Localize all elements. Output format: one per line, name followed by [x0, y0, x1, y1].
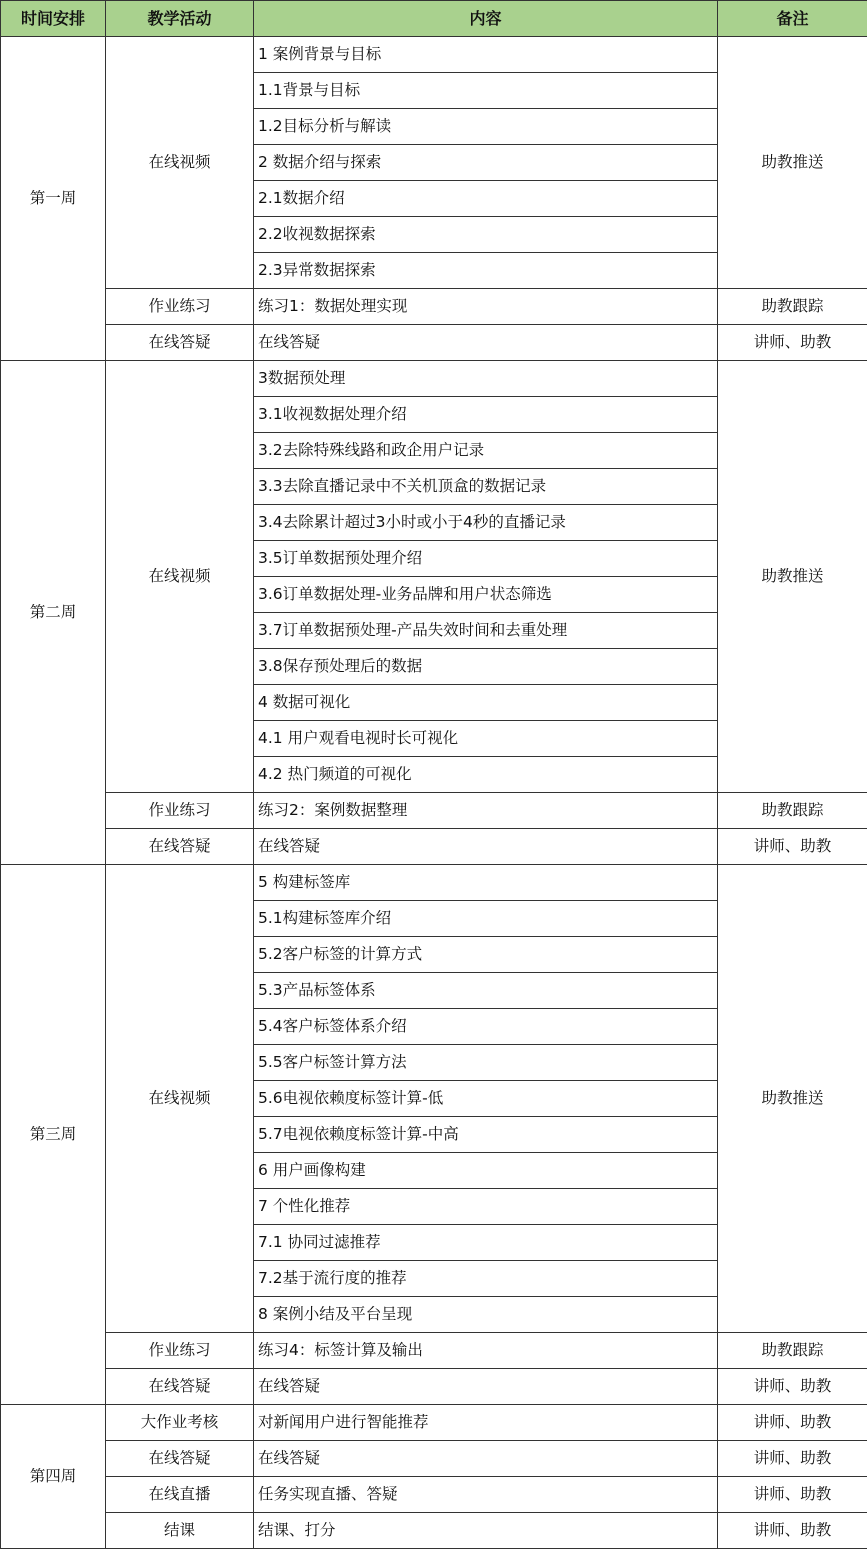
table-row	[1, 829, 867, 865]
content-cell: 5.5客户标签计算方法	[254, 1045, 718, 1081]
content-cell: 5.7电视依赖度标签计算-中高	[254, 1117, 718, 1153]
content-cell: 5.6电视依赖度标签计算-低	[254, 1081, 718, 1117]
content-cell: 2.2收视数据探索	[254, 217, 718, 253]
note-cell: 讲师、助教	[718, 1513, 867, 1549]
activity-cell: 结课	[106, 1513, 254, 1549]
content-cell: 7 个性化推荐	[254, 1189, 718, 1225]
content-cell: 3.4去除累计超过3小时或小于4秒的直播记录	[254, 505, 718, 541]
activity-cell: 大作业考核	[106, 1405, 254, 1441]
content-cell: 3.3去除直播记录中不关机顶盒的数据记录	[254, 469, 718, 505]
content-cell: 5.4客户标签体系介绍	[254, 1009, 718, 1045]
content-cell: 3.5订单数据预处理介绍	[254, 541, 718, 577]
note-cell: 讲师、助教	[718, 1369, 867, 1405]
content-cell: 练习2：案例数据整理	[254, 793, 718, 829]
activity-cell: 在线直播	[106, 1477, 254, 1513]
note-cell: 助教跟踪	[718, 289, 867, 325]
note-cell: 助教跟踪	[718, 793, 867, 829]
activity-cell: 在线答疑	[106, 1441, 254, 1477]
header-time: 时间安排	[1, 1, 106, 37]
content-cell: 7.1 协同过滤推荐	[254, 1225, 718, 1261]
note-cell: 讲师、助教	[718, 1477, 867, 1513]
activity-cell: 在线视频	[106, 37, 254, 289]
activity-cell: 在线视频	[106, 865, 254, 1333]
schedule-body	[1, 37, 867, 1549]
table-row	[1, 1441, 867, 1477]
activity-cell: 作业练习	[106, 289, 254, 325]
content-cell: 2 数据介绍与探索	[254, 145, 718, 181]
note-cell: 讲师、助教	[718, 1441, 867, 1477]
header-content: 内容	[254, 1, 718, 37]
activity-cell: 在线答疑	[106, 325, 254, 361]
content-cell: 结课、打分	[254, 1513, 718, 1549]
content-cell: 4 数据可视化	[254, 685, 718, 721]
content-cell: 7.2基于流行度的推荐	[254, 1261, 718, 1297]
activity-cell: 作业练习	[106, 1333, 254, 1369]
content-cell: 3.6订单数据处理-业务品牌和用户状态筛选	[254, 577, 718, 613]
content-cell: 1 案例背景与目标	[254, 37, 718, 73]
content-cell: 2.3异常数据探索	[254, 253, 718, 289]
content-cell: 在线答疑	[254, 1441, 718, 1477]
activity-cell: 在线视频	[106, 361, 254, 793]
table-row	[1, 325, 867, 361]
content-cell: 3.7订单数据预处理-产品失效时间和去重处理	[254, 613, 718, 649]
week-label: 第三周	[1, 865, 106, 1405]
content-cell: 5 构建标签库	[254, 865, 718, 901]
content-cell: 3.2去除特殊线路和政企用户记录	[254, 433, 718, 469]
table-row	[1, 361, 867, 397]
note-cell: 助教推送	[718, 865, 867, 1333]
table-row	[1, 865, 867, 901]
content-cell: 任务实现直播、答疑	[254, 1477, 718, 1513]
content-cell: 4.1 用户观看电视时长可视化	[254, 721, 718, 757]
content-cell: 1.1背景与目标	[254, 73, 718, 109]
note-cell: 讲师、助教	[718, 1405, 867, 1441]
week-label: 第一周	[1, 37, 106, 361]
note-cell: 助教推送	[718, 361, 867, 793]
table-row	[1, 1333, 867, 1369]
content-cell: 6 用户画像构建	[254, 1153, 718, 1189]
content-cell: 对新闻用户进行智能推荐	[254, 1405, 718, 1441]
note-cell: 讲师、助教	[718, 829, 867, 865]
content-cell: 在线答疑	[254, 1369, 718, 1405]
header-note: 备注	[718, 1, 867, 37]
content-cell: 5.1构建标签库介绍	[254, 901, 718, 937]
content-cell: 练习4：标签计算及输出	[254, 1333, 718, 1369]
week-label: 第四周	[1, 1405, 106, 1549]
content-cell: 2.1数据介绍	[254, 181, 718, 217]
table-row	[1, 793, 867, 829]
week-label: 第二周	[1, 361, 106, 865]
table-row	[1, 289, 867, 325]
content-cell: 在线答疑	[254, 829, 718, 865]
note-cell: 助教跟踪	[718, 1333, 867, 1369]
content-cell: 4.2 热门频道的可视化	[254, 757, 718, 793]
table-row	[1, 1405, 867, 1441]
content-cell: 1.2目标分析与解读	[254, 109, 718, 145]
content-cell: 3数据预处理	[254, 361, 718, 397]
header-row	[1, 1, 867, 37]
note-cell: 助教推送	[718, 37, 867, 289]
note-cell: 讲师、助教	[718, 325, 867, 361]
content-cell: 5.2客户标签的计算方式	[254, 937, 718, 973]
content-cell: 在线答疑	[254, 325, 718, 361]
content-cell: 8 案例小结及平台呈现	[254, 1297, 718, 1333]
header-activity: 教学活动	[106, 1, 254, 37]
table-row	[1, 37, 867, 73]
table-row	[1, 1513, 867, 1549]
activity-cell: 在线答疑	[106, 1369, 254, 1405]
content-cell: 3.1收视数据处理介绍	[254, 397, 718, 433]
table-row	[1, 1369, 867, 1405]
content-cell: 3.8保存预处理后的数据	[254, 649, 718, 685]
content-cell: 5.3产品标签体系	[254, 973, 718, 1009]
table-row	[1, 1477, 867, 1513]
activity-cell: 作业练习	[106, 793, 254, 829]
activity-cell: 在线答疑	[106, 829, 254, 865]
content-cell: 练习1：数据处理实现	[254, 289, 718, 325]
